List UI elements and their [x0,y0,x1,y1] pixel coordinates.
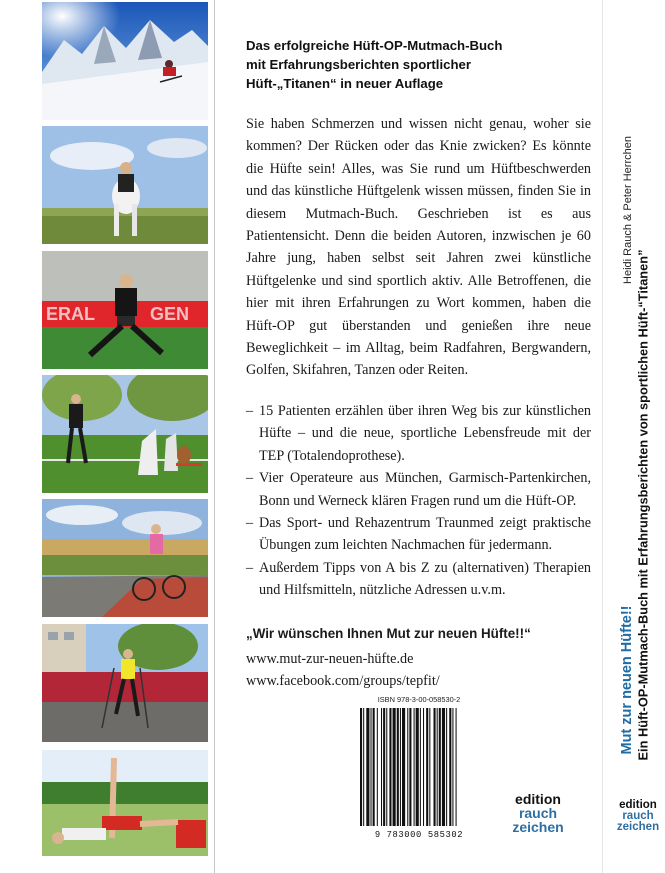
barcode-digits: 9 783000 585302 [374,830,464,840]
isbn-barcode [356,695,482,840]
cyclist-photo [42,499,208,617]
intro-paragraph: Sie haben Schmerzen und wissen nicht genau, woher sie kommen? Der Rücken oder das Knie zwicken? Es könnte die Hüfte sein! Alles, was Sie rund um Hüftbeschwerden und das künstliche Hüftgelenk wissen müssen, finden Sie in diesem Mutmach-Buch. Geschrieben ist es aus Patientensicht. Denn die beiden Autoren, inzwischen je 60 Jahre jung, haben selbst seit Jahren zwei künstliche Hüftgelenke und sind sportlich aktiv. Alle Betroffenen, die hier mit ihren Erfahrungen zu Wort kommen, haben die Hüft-OP gut überstanden und genießen ihre neue Beweglichkeit – im Alltag, beim Radfahren, Bergwandern, Golfen, Skifahren, Tanzen oder Reiten. [246,116,591,379]
headline [246,36,591,93]
barcode-bar [383,708,385,826]
barcode-bar [386,708,387,826]
barcode-bar [397,708,399,826]
feature-item: – Vier Operateure aus München, Garmisch-Partenkirchen, Bonn und Werneck klären Fragen rund um die Hüft-OP. [246,467,591,512]
barcode-bar [456,708,457,826]
barcode-bar [414,708,415,826]
headline-line: Hüft-„Titanen“ in neuer Auflage [246,76,444,91]
barcode-bar [400,708,401,826]
barcode-bar [363,708,364,826]
publisher-line-1: edition [515,791,561,807]
spine-edge [602,0,603,873]
barcode-bar [393,708,396,826]
barcode-bars [356,708,482,828]
feature-list [246,400,591,602]
barcode-bar [452,708,453,826]
headline-line: mit Erfahrungsberichten sportlicher [246,57,471,72]
photo-divider [214,0,215,873]
feature-item: – Außerdem Tipps von A bis Z zu (alternativen) Therapien und Hilfsmitteln, nützliche Adressen u.v.m. [246,557,591,602]
horse-rider-photo [42,126,208,244]
feature-item: – 15 Patienten erzählen über ihren Weg bis zur künstlichen Hüfte – und die neue, sportliche Lebensfreude mit der TEP (Totalendoprothese). [246,400,591,467]
isbn-label: ISBN 978-3-00-058530-2 [377,695,461,704]
nordic-walker-photo [42,624,208,742]
barcode-bar [434,708,436,826]
spine-title: Mut zur neuen Hüfte!! [619,605,635,755]
barcode-bar [429,708,430,826]
publisher-line-2: rauch [518,805,558,821]
barcode-bar [439,708,441,826]
barcode-bar [416,708,419,826]
spine-publisher-line-3: zeichen [616,821,660,833]
publisher-line-3: zeichen [512,819,564,835]
website-link[interactable]: www.mut-zur-neuen-hüfte.de [246,650,414,667]
back-cover-text [246,36,591,692]
spine-publisher-line-1: edition [619,799,657,811]
barcode-bar [446,708,447,826]
spine-authors: Heidi Rauch & Peter Herrchen [622,136,634,284]
skier-photo [42,2,208,120]
barcode-bar [360,708,362,826]
barcode-bar [389,708,391,826]
barcode-bar [409,708,411,826]
barcode-bar [381,708,382,826]
publisher-logo [506,792,570,834]
feature-item: – Das Sport- und Rehazentrum Traunmed zeigt praktische Übungen zum leichten Nachmachen für jedermann. [246,512,591,557]
barcode-bar [371,708,372,826]
barcode-bar [377,708,378,826]
svg-text:ERAL: ERAL [46,304,95,324]
facebook-link[interactable]: www.facebook.com/groups/tepfit/ [246,672,440,689]
barcode-bar [426,708,428,826]
closing-quote: „Wir wünschen Ihnen Mut zur neuen Hüfte!!“ [246,625,531,641]
spine-publisher-logo [612,800,664,833]
barcode-bar [442,708,445,826]
barcode-bar [407,708,408,826]
spine-publisher-line-2: rauch [622,810,654,822]
photo-strip [0,0,214,873]
football-player-photo [42,251,208,369]
barcode-bar [366,708,369,826]
headline-line: Das erfolgreiche Hüft-OP-Mutmach-Buch [246,38,503,53]
svg-text:GEN: GEN [150,304,190,324]
barcode-bar [373,708,375,826]
dog-agility-photo [42,375,208,493]
barcode-bar [449,708,451,826]
barcode-bar [423,708,424,826]
spine-subtitle: Ein Hüft-OP-Mutmach-Buch mit Erfahrungsberichten von sportlichen Hüft-“Titanen” [635,249,651,761]
barcode-bar [402,708,405,826]
exercise-photo [42,750,208,856]
barcode-bar [420,708,421,826]
barcode-bar [437,708,438,826]
